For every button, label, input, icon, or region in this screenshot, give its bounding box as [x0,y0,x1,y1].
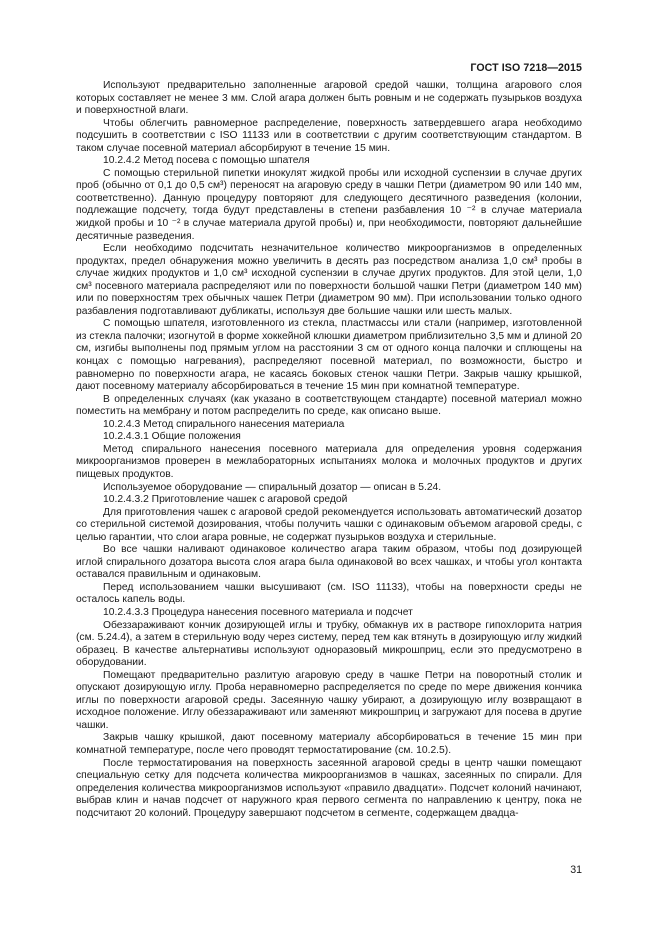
body-paragraph: В определенных случаях (как указано в соответствующем стандарте) посевной материал можно поместить на мембрану и потом распределить по среде, как описано выше. [76,393,582,418]
body-paragraph: Используемое оборудование — спиральный дозатор — описан в 5.24. [103,481,442,493]
body-paragraph: После термостатирования на поверхность засеянной агаровой среды в центр чашки помещают специальную сетку для подсчета количества микроорганизмов в чашках, засеянных по спирали. Для определения количества микроорганизмов используют «правило двадцати». Подсчет колоний начинают, выбрав клин и начав подсчет от наружного края первого сегмента по направлению к центру, пока не подсчитают 20 колоний. Процедуру завершают подсчетом в сегменте, содержащем двадца- [76,757,582,819]
body-paragraph: Помещают предварительно разлитую агаровую среду в чашке Петри на поворотный столик и опускают дозирующую иглу. Проба неравномерно распределяется по среде по мере движения кончика иглы по поверхности агаровой среды. Засеянную чашку убирают, а дозирующую иглу возвращают в исходное положение. Иглу обеззараживают или заменяют микрошприц и загружают для посева в другие чашки. [76,669,582,731]
body-paragraph: С помощью шпателя, изготовленного из стекла, пластмассы или стали (например, изготовленной из стекла палочки; изогнутой в форме хоккейной клюшки диаметром приблизительно 3,5 мм и длиной 20 см, изгибы выполнены под прямым углом на расстоянии 3 см от одного конца палочки и сплющены на концах с помощью нагревания), распределяют посевной материал, по возможности, быстро и равномерно по поверхности агара, не касаясь боковых стенок чашки Петри. Закрыв чашку крышкой, дают посевному материалу абсорбироваться в течение 15 мин при комнатной температуре. [76,318,582,393]
body-paragraph: Если необходимо подсчитать незначительное количество микроорганизмов в определенных продуктах, предел обнаружения можно увеличить в десять раз посредством анализа 1,0 см³ пробы в случае жидких продуктов и 1,0 см³ исходной суспензии в случае других продуктов. Для этой цели, 1,0 см³ посевного материала распределяют или по поверхности большой чашки Петри (диаметром 140 мм) или по поверхностям трех обычных чашек Петри (диаметром 90 мм). При использовании только одного разбавления подготавливают дубликаты, используя две большие чашки или шесть малых. [76,243,582,317]
section-heading: 10.2.4.3.3 Процедура нанесения посевного материала и подсчет [103,606,413,618]
body-paragraph: Обеззараживают кончик дозирующей иглы и трубку, обмакнув их в растворе гипохлорита натрия (см. 5.24.4), а затем в стерильную воду через систему, перед тем как втянуть в дозирующую иглу жидкий образец. В качестве альтернативы используют одноразовый микрошприц, если это предусмотрено в оборудовании. [76,619,582,669]
body-paragraph: С помощью стерильной пипетки инокулят жидкой пробы или исходной суспензии в случае других проб (обычно от 0,1 до 0,5 см³) переносят на агаровую среду в чашки Петри (диаметром 90 или 140 мм, соответственно). Данную процедуру повторяют для следующего десятичного разведения (колонии, подлежащие подсчету, тогда будут представлены в степени разбавления 10 ⁻² в случае материала жидкой пробы и 10 ⁻² в случае материала другой пробы) и, при необходимости, повторяют дальнейшие десятичные разведения. [76,167,582,242]
body-paragraph: Для приготовления чашек с агаровой средой рекомендуется использовать автоматический дозатор со стерильной системой дозирования, чтобы получить чашки с одинаковым объемом агаровой среды, с целью гарантии, что слои агара ровные, не содержат пузырьков воздуха и стерильные. [76,506,582,543]
body-paragraph: Перед использованием чашки высушивают (см. ISO 11133), чтобы на поверхности среды не осталось капель воды. [76,581,582,606]
section-heading: 10.2.4.3.1 Общие положения [103,431,241,443]
section-heading: 10.2.4.2 Метод посева с помощью шпателя [103,155,310,167]
body-paragraph: Метод спирального нанесения посевного материала для определения уровня содержания микроорганизмов проверен в межлабораторных испытаниях молока и молочных продуктов и других пищевых продуктов. [76,443,582,480]
document-header: ГОСТ ISO 7218—2015 [470,62,582,74]
body-paragraph: Используют предварительно заполненные агаровой средой чашки, толщина агарового слоя которых составляет не менее 3 мм. Слой агара должен быть ровным и не содержать пузырьков воздуха и поверхностной влаги. [76,80,582,117]
page-number: 31 [570,864,582,876]
section-heading: 10.2.4.3.2 Приготовление чашек с агаровой средой [103,494,348,506]
body-paragraph: Закрыв чашку крышкой, дают посевному материалу абсорбироваться в течение 15 мин при комнатной температуре, после чего проводят термостатирование (см. 10.2.5). [76,732,582,756]
body-paragraph: Чтобы облегчить равномерное распределение, поверхность затвердевшего агара необходимо подсушить в соответствии с ISO 11133 или в соответствии с другим соответствующим стандартом. В таком случае посевной материал абсорбируют в течение 15 мин. [76,117,582,154]
body-paragraph: Во все чашки наливают одинаковое количество агара таким образом, чтобы под дозирующей иглой спирального дозатора высота слоя агара была одинаковой во всех чашках, и чтобы угол контакта оставался правильным и одинаковым. [76,544,582,581]
section-heading: 10.2.4.3 Метод спирального нанесения материала [103,418,345,430]
document-body [76,80,582,820]
